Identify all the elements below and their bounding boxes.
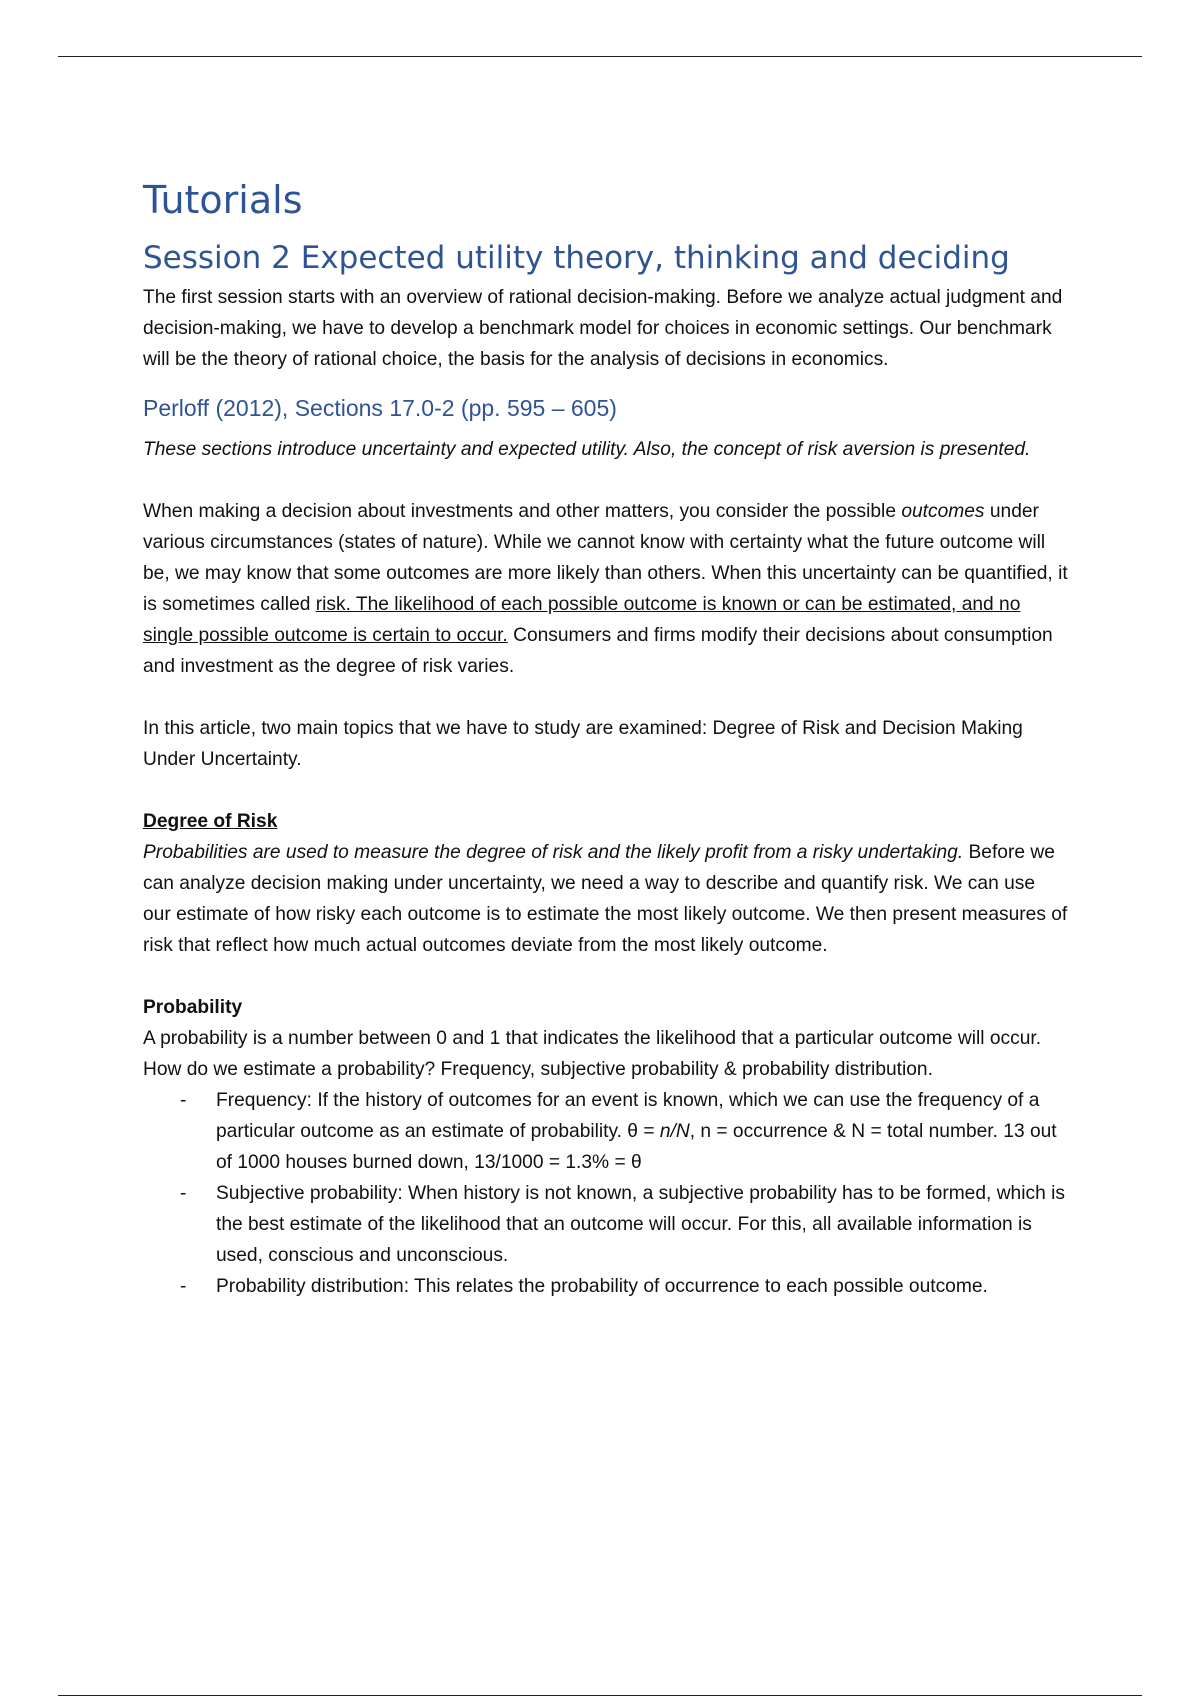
bullet-dash: - [180,1183,187,1204]
list-item-probability-distribution [143,1271,1068,1302]
degree-of-risk-italic: Probabilities are used to measure the degree of risk and the likely profit from a risky undertaking. [143,842,964,863]
header-rule [58,56,1142,57]
probability-heading: Probability [143,997,243,1018]
subjective-probability-text: Subjective probability: When history is not known, a subjective probability has to be formed, which is the best estimate of the likelihood that an outcome will occur. For this, all available information is used, conscious and unconscious. [216,1183,1065,1266]
degree-of-risk-body: Before we can analyze decision making under uncertainty, we need a way to describe and quantify risk. We can use our estimate of how risky each outcome is to estimate the most likely outcome. We then present measures of risk that reflect how much actual outcomes deviate from the most likely outcome. [143,842,1068,956]
bullet-dash: - [180,1276,187,1297]
session-heading: Session 2 Expected utility theory, thinking and deciding [143,240,1010,276]
outcomes-text-3: Consumers and firms modify their decisions about consumption and investment as the degree of risk varies. [143,625,1053,677]
outcomes-text-1: When making a decision about investments and other matters, you consider the possible [143,501,902,522]
frequency-text-1: Frequency: If the history of outcomes for an event is known, which we can use the frequency of a particular outcome as an estimate of probability. θ = [216,1090,1040,1142]
probability-paragraph: A probability is a number between 0 and 1 that indicates the likelihood that a particular outcome will occur. How do we estimate a probability? Frequency, subjective probability & probability distribution. [143,1028,1042,1080]
outcomes-text-2: under various circumstances (states of nature). While we cannot know with certainty what the future outcome will be, we may know that some outcomes are more likely than others. When this uncertainty can be quantified, it is sometimes called [143,501,1068,615]
probability-distribution-text: Probability distribution: This relates the probability of occurrence to each possible outcome. [216,1276,988,1297]
outcomes-paragraph [143,496,1068,682]
article-paragraph: In this article, two main topics that we have to study are examined: Degree of Risk and Decision Making Under Uncertainty. [143,718,1023,770]
outcomes-emphasis: outcomes [901,501,985,522]
document-page [143,174,1068,1302]
degree-of-risk-paragraph [143,837,1068,961]
bullet-dash: - [180,1090,187,1111]
reading-heading: Perloff (2012), Sections 17.0-2 (pp. 595 – 605) [143,395,617,421]
list-item-subjective-probability [143,1178,1068,1271]
footer-rule [58,1695,1142,1696]
frequency-formula: n/N [659,1121,690,1142]
frequency-text-2: , n = occurrence & N = total number. 13 out of 1000 houses burned down, 13/1000 = 1.3% = θ [216,1121,1057,1173]
risk-definition-underlined: risk. The likelihood of each possible outcome is known or can be estimated, and no single possible outcome is certain to occur. [143,594,1021,646]
page-title: Tutorials [143,178,303,222]
reading-summary: These sections introduce uncertainty and expected utility. Also, the concept of risk aversion is presented. [143,439,1031,460]
intro-paragraph: The first session starts with an overview of rational decision-making. Before we analyze actual judgment and decision-making, we have to develop a benchmark model for choices in economic settings. Our benchmark will be the theory of rational choice, the basis for the analysis of decisions in economics. [143,287,1063,370]
probability-list [143,1085,1068,1302]
list-item-frequency [143,1085,1068,1178]
degree-of-risk-heading: Degree of Risk [143,811,278,832]
